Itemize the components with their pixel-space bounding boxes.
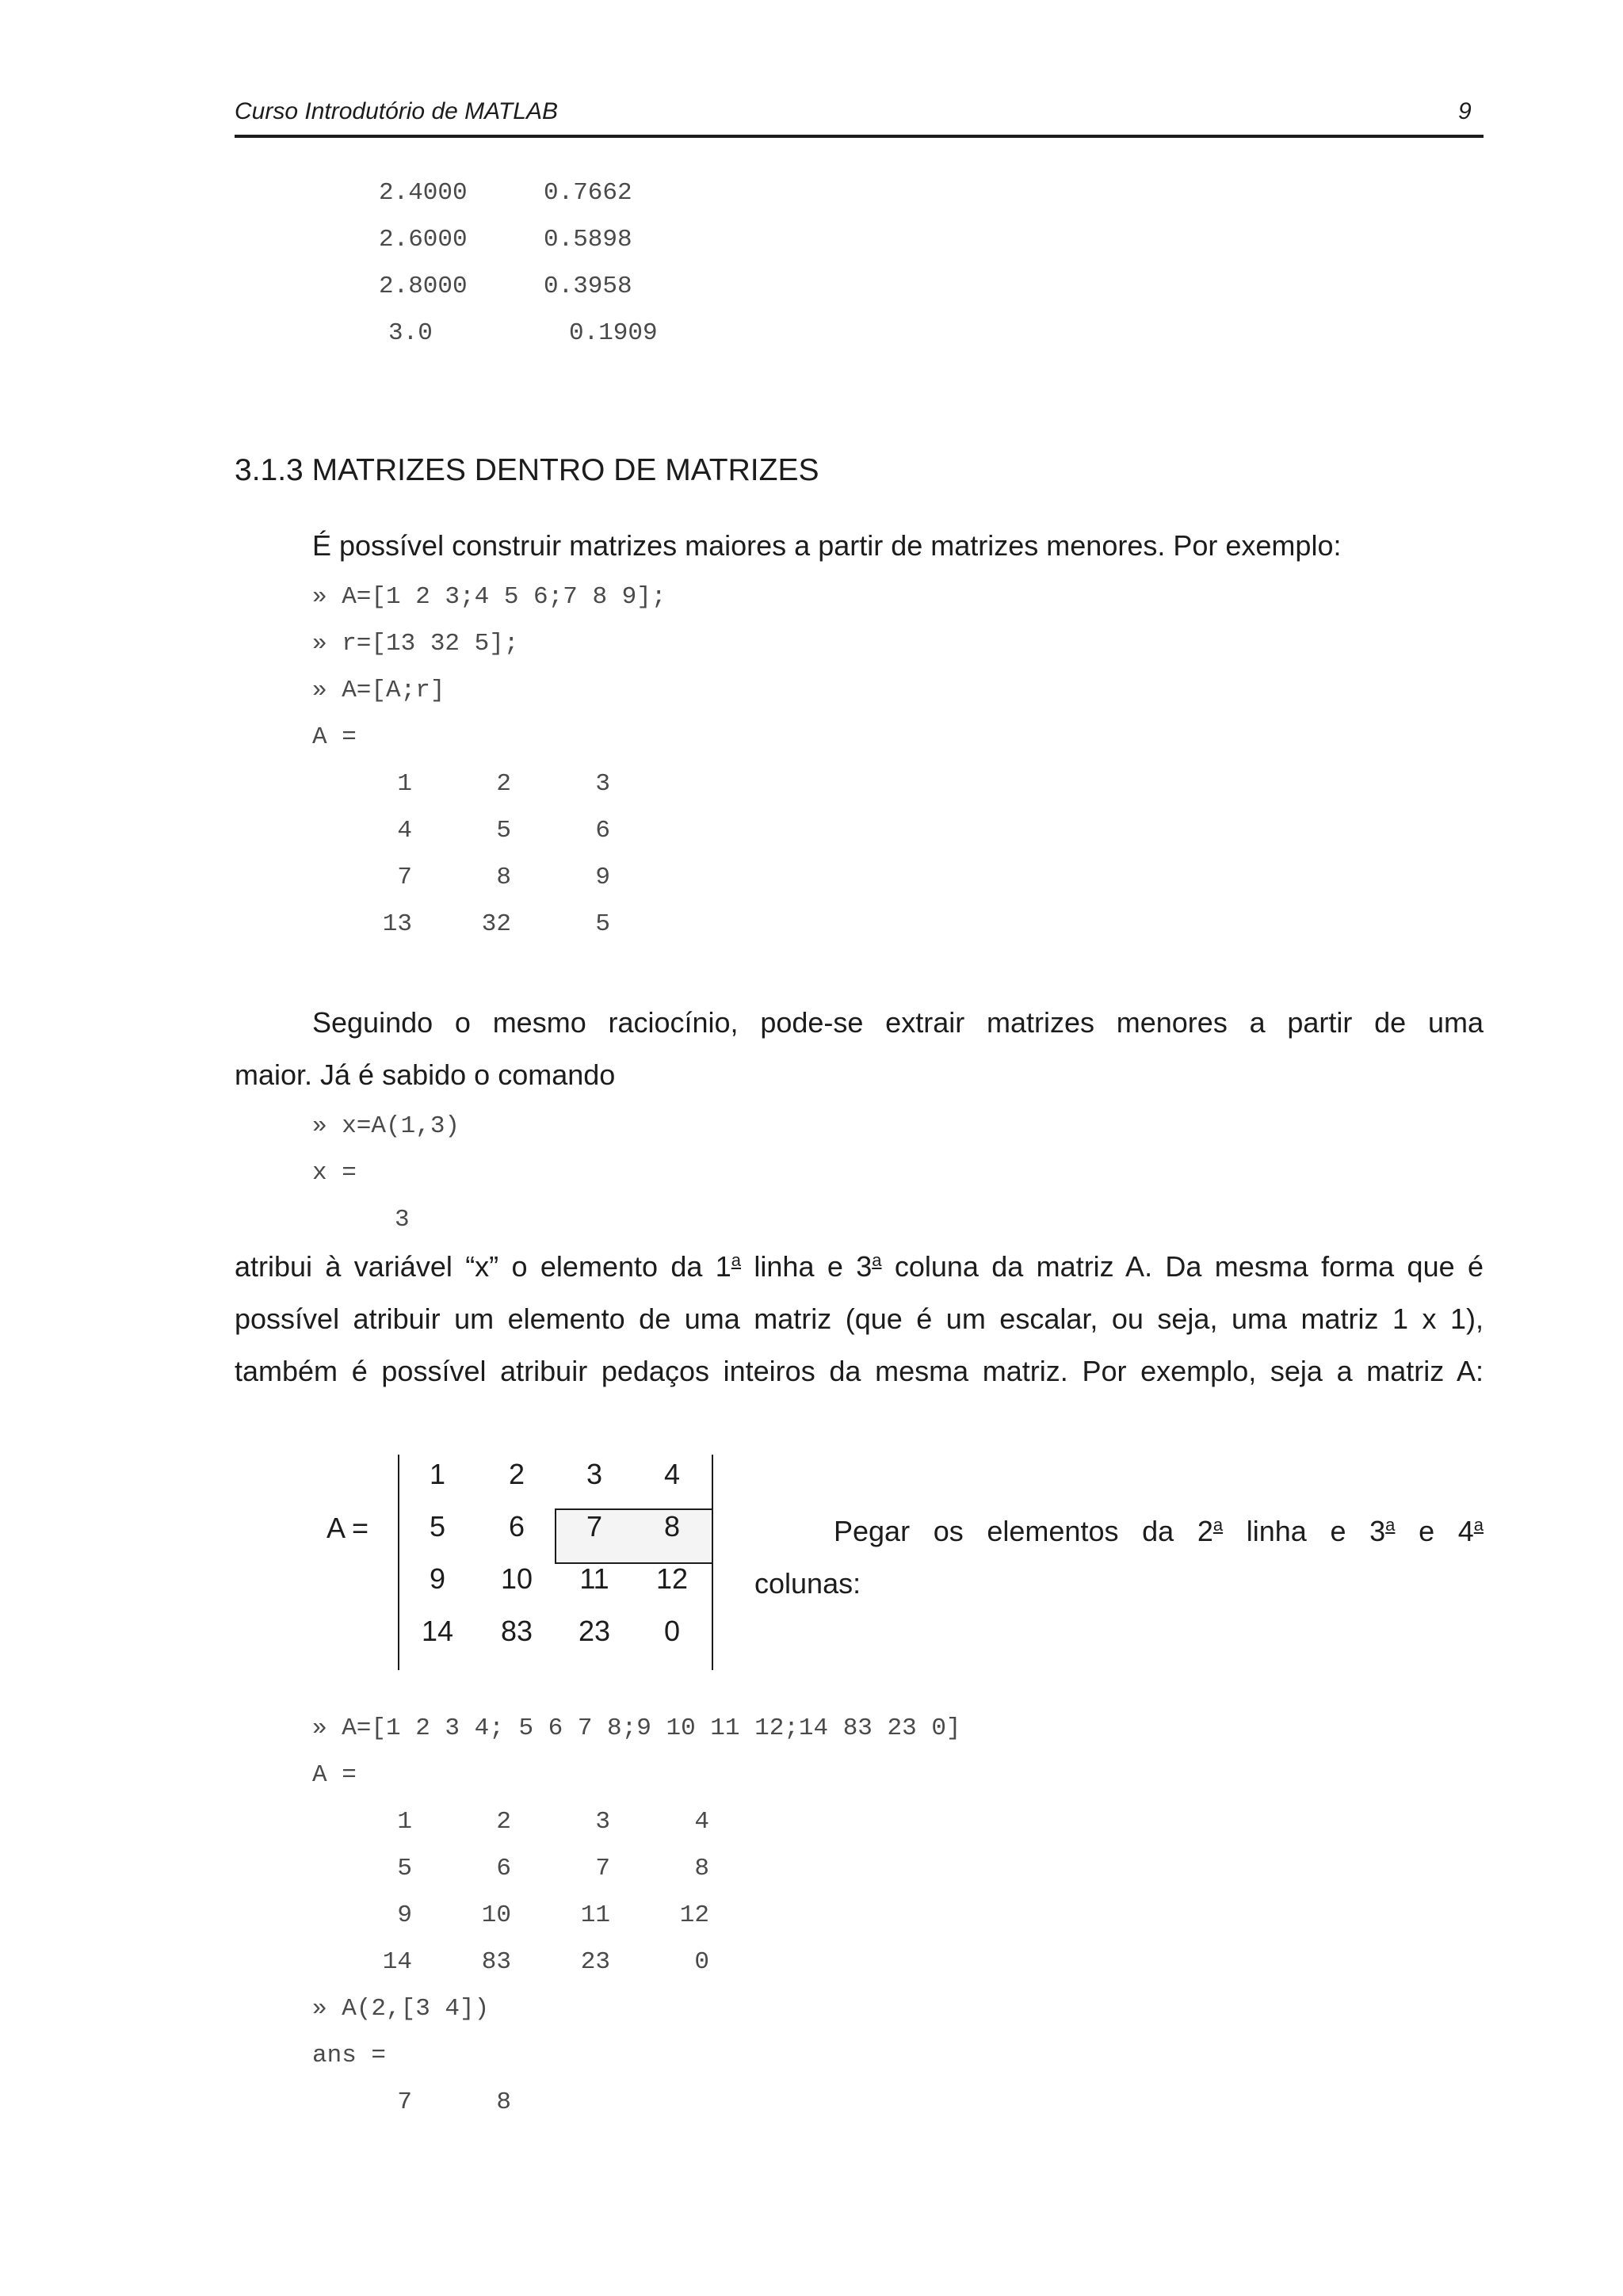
matrix-cell: 9 xyxy=(397,1901,412,1929)
text-run: linha e 3 xyxy=(741,1250,873,1283)
matrix-cell: 7 xyxy=(595,1855,610,1882)
section-heading: 3.1.3 MATRIZES DENTRO DE MATRIZES xyxy=(235,453,819,487)
intro-paragraph: É possível construir matrizes maiores a partir de matrizes menores. Por exemplo: xyxy=(312,529,1342,562)
matrix-cell: 8 xyxy=(496,864,511,891)
table-cell: 0.3958 xyxy=(544,273,632,300)
ordinal-marker: a xyxy=(1212,1515,1224,1535)
code-line: » r=[13 32 5]; xyxy=(312,630,519,658)
table-row xyxy=(365,910,610,938)
code-output-label: x = xyxy=(312,1159,357,1187)
matrix-cell: 23 xyxy=(578,1615,611,1647)
matrix-cell: 32 xyxy=(481,910,511,938)
ordinal-marker: a xyxy=(872,1250,882,1270)
matrix-cell: 2 xyxy=(496,1808,511,1836)
running-header-title: Curso Introdutório de MATLAB xyxy=(235,98,558,124)
ordinal-marker: a xyxy=(1473,1515,1484,1535)
matrix-cell: 10 xyxy=(481,1901,511,1929)
matrix-cell: 4 xyxy=(397,817,412,845)
table-row xyxy=(365,1948,709,1976)
paragraph-line: possível atribuir um elemento de uma matriz (que é um escalar, ou seja, uma matriz 1 x 1), xyxy=(235,1302,1484,1335)
header-rule xyxy=(235,135,1484,138)
side-text xyxy=(834,1515,1484,1548)
matrix-cell: 83 xyxy=(481,1948,511,1976)
ordinal-marker: a xyxy=(1385,1515,1396,1535)
matrix-label: A = xyxy=(327,1512,369,1544)
text-run: Pegar os elementos da 2 xyxy=(834,1515,1213,1547)
page-number: 9 xyxy=(1458,98,1472,124)
table-cell: 0.7662 xyxy=(544,179,632,207)
table-cell: 3.0 xyxy=(388,319,433,347)
matrix-cell: 5 xyxy=(397,1855,412,1882)
matrix-cell: 8 xyxy=(663,1510,681,1543)
matrix-cell: 5 xyxy=(595,910,610,938)
text-run: e 4 xyxy=(1395,1515,1474,1547)
matrix-cell: 2 xyxy=(508,1458,525,1490)
matrix-cell: 1 xyxy=(429,1458,446,1490)
matrix-cell: 3 xyxy=(595,770,610,798)
text-run: linha e 3 xyxy=(1223,1515,1386,1547)
table-row xyxy=(365,2088,511,2116)
code-line: » A(2,[3 4]) xyxy=(312,1995,490,2023)
code-output-label: ans = xyxy=(312,2042,387,2069)
side-text: colunas: xyxy=(754,1567,861,1600)
table-cell: 2.4000 xyxy=(379,179,468,207)
text-run: atribui à variável “x” o elemento da 1 xyxy=(235,1250,731,1283)
ordinal-marker: a xyxy=(731,1250,742,1270)
matrix-cell: 12 xyxy=(655,1562,689,1595)
matrix-cell: 12 xyxy=(679,1901,709,1929)
matrix-cell: 0 xyxy=(694,1948,709,1976)
matrix-cell: 11 xyxy=(580,1901,610,1929)
matrix-cell: 8 xyxy=(496,2088,511,2116)
table-row xyxy=(365,1901,709,1929)
matrix-cell: 10 xyxy=(500,1562,533,1595)
matrix-cell: 1 xyxy=(397,1808,412,1836)
table-row xyxy=(365,817,610,845)
table-row xyxy=(365,1855,709,1882)
matrix-cell: 4 xyxy=(663,1458,681,1490)
matrix-cell: 6 xyxy=(595,817,610,845)
matrix-cell: 4 xyxy=(694,1808,709,1836)
code-output-label: A = xyxy=(312,1761,357,1789)
matrix-cell: 14 xyxy=(421,1615,454,1647)
matrix-cell: 9 xyxy=(595,864,610,891)
table-cell: 2.8000 xyxy=(379,273,468,300)
code-line: » x=A(1,3) xyxy=(312,1112,460,1140)
matrix-cell: 3 xyxy=(586,1458,603,1490)
matrix-cell: 5 xyxy=(429,1510,446,1543)
code-line: » A=[1 2 3 4; 5 6 7 8;9 10 11 12;14 83 23 0] xyxy=(312,1714,961,1742)
table-cell: 0.5898 xyxy=(544,226,632,254)
matrix-cell: 7 xyxy=(586,1510,603,1543)
matrix-cell: 13 xyxy=(382,910,412,938)
code-output-value: 3 xyxy=(395,1206,410,1234)
table-cell: 0.1909 xyxy=(569,319,658,347)
matrix-cell: 3 xyxy=(595,1808,610,1836)
table-row xyxy=(365,1808,709,1836)
matrix-cell: 23 xyxy=(580,1948,610,1976)
matrix-cell: 2 xyxy=(496,770,511,798)
paragraph-line: Seguindo o mesmo raciocínio, pode-se extrair matrizes menores a partir de uma xyxy=(312,1006,1484,1039)
matrix-cell: 6 xyxy=(496,1855,511,1882)
table-cell: 2.6000 xyxy=(379,226,468,254)
table-row xyxy=(365,864,610,891)
matrix-cell: 5 xyxy=(496,817,511,845)
code-output-label: A = xyxy=(312,723,357,751)
matrix-cell: 8 xyxy=(694,1855,709,1882)
matrix-cell: 6 xyxy=(508,1510,525,1543)
matrix-cell: 9 xyxy=(429,1562,446,1595)
matrix-cell: 1 xyxy=(397,770,412,798)
matrix-cell: 7 xyxy=(397,864,412,891)
paragraph-line xyxy=(235,1250,1484,1283)
matrix-cell: 83 xyxy=(500,1615,533,1647)
matrix-cell: 0 xyxy=(663,1615,681,1647)
table-row xyxy=(365,770,610,798)
matrix-cell: 11 xyxy=(579,1562,609,1595)
matrix-cell: 14 xyxy=(382,1948,412,1976)
matrix-cell: 7 xyxy=(397,2088,412,2116)
code-line: » A=[1 2 3;4 5 6;7 8 9]; xyxy=(312,583,666,611)
paragraph-line: também é possível atribuir pedaços inteiros da mesma matriz. Por exemplo, seja a matriz A: xyxy=(235,1355,1484,1387)
text-run: coluna da matriz A. Da mesma forma que é xyxy=(881,1250,1484,1283)
code-line: » A=[A;r] xyxy=(312,677,445,704)
paragraph-line: maior. Já é sabido o comando xyxy=(235,1058,616,1091)
